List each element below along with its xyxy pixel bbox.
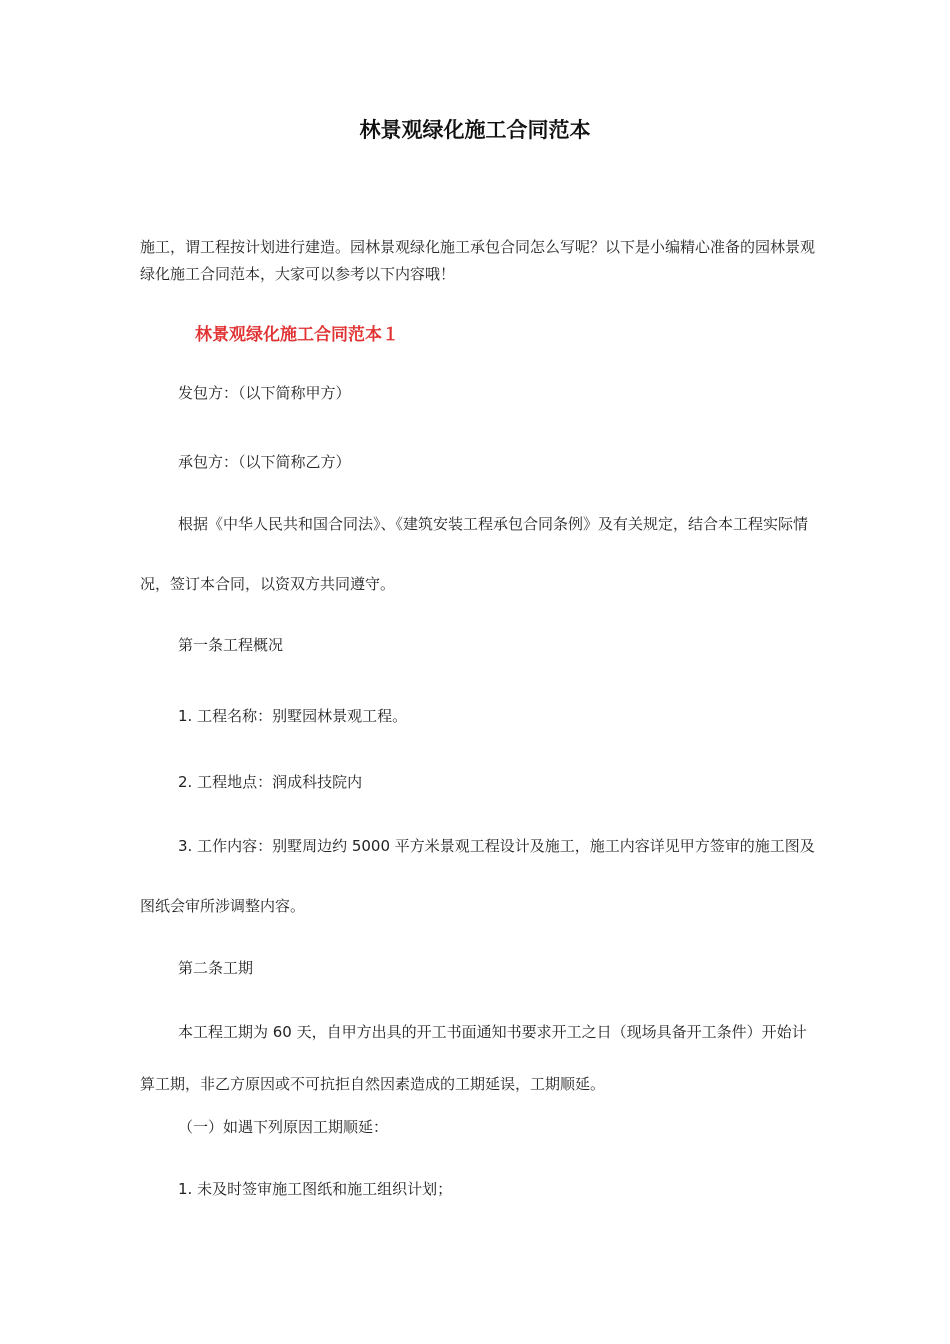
article-2-heading: 第二条工期	[178, 959, 254, 977]
basis-paragraph: 根据《中华人民共和国合同法》、《建筑安装工程承包合同条例》及有关规定，结合本工程实际情况，签订本合同，以资双方共同遵守。	[140, 515, 809, 593]
item-work-content: 3. 工作内容：别墅周边约 5000 平方米景观工程设计及施工，施工内容详见甲方签审的施工图及图纸会审所涉调整内容。	[140, 837, 815, 915]
party-a-line: 发包方：（以下简称甲方）	[178, 384, 351, 402]
article-1-heading: 第一条工程概况	[178, 636, 284, 654]
document-title: 林景观绿化施工合同范本	[359, 118, 591, 142]
intro-paragraph: 施工，谓工程按计划进行建造。园林景观绿化施工承包合同怎么写呢？以下是小编精心准备的园林景观绿化施工合同范本，大家可以参考以下内容哦！	[140, 238, 816, 283]
section-title: 林景观绿化施工合同范本１	[195, 325, 399, 345]
item-project-name: 1. 工程名称：别墅园林景观工程。	[178, 707, 408, 725]
item-project-location: 2. 工程地点：润成科技院内	[178, 773, 363, 791]
delay-heading: （一）如遇下列原因工期顺延：	[178, 1118, 389, 1136]
period-paragraph: 本工程工期为 60 天，自甲方出具的开工书面通知书要求开工之日（现场具备开工条件）开始计算工期，非乙方原因或不可抗拒自然因素造成的工期延误，工期顺延。	[140, 1023, 807, 1093]
party-b-line: 承包方：（以下简称乙方）	[178, 453, 351, 471]
delay-item-1: 1. 未及时签审施工图纸和施工组织计划；	[178, 1180, 453, 1198]
